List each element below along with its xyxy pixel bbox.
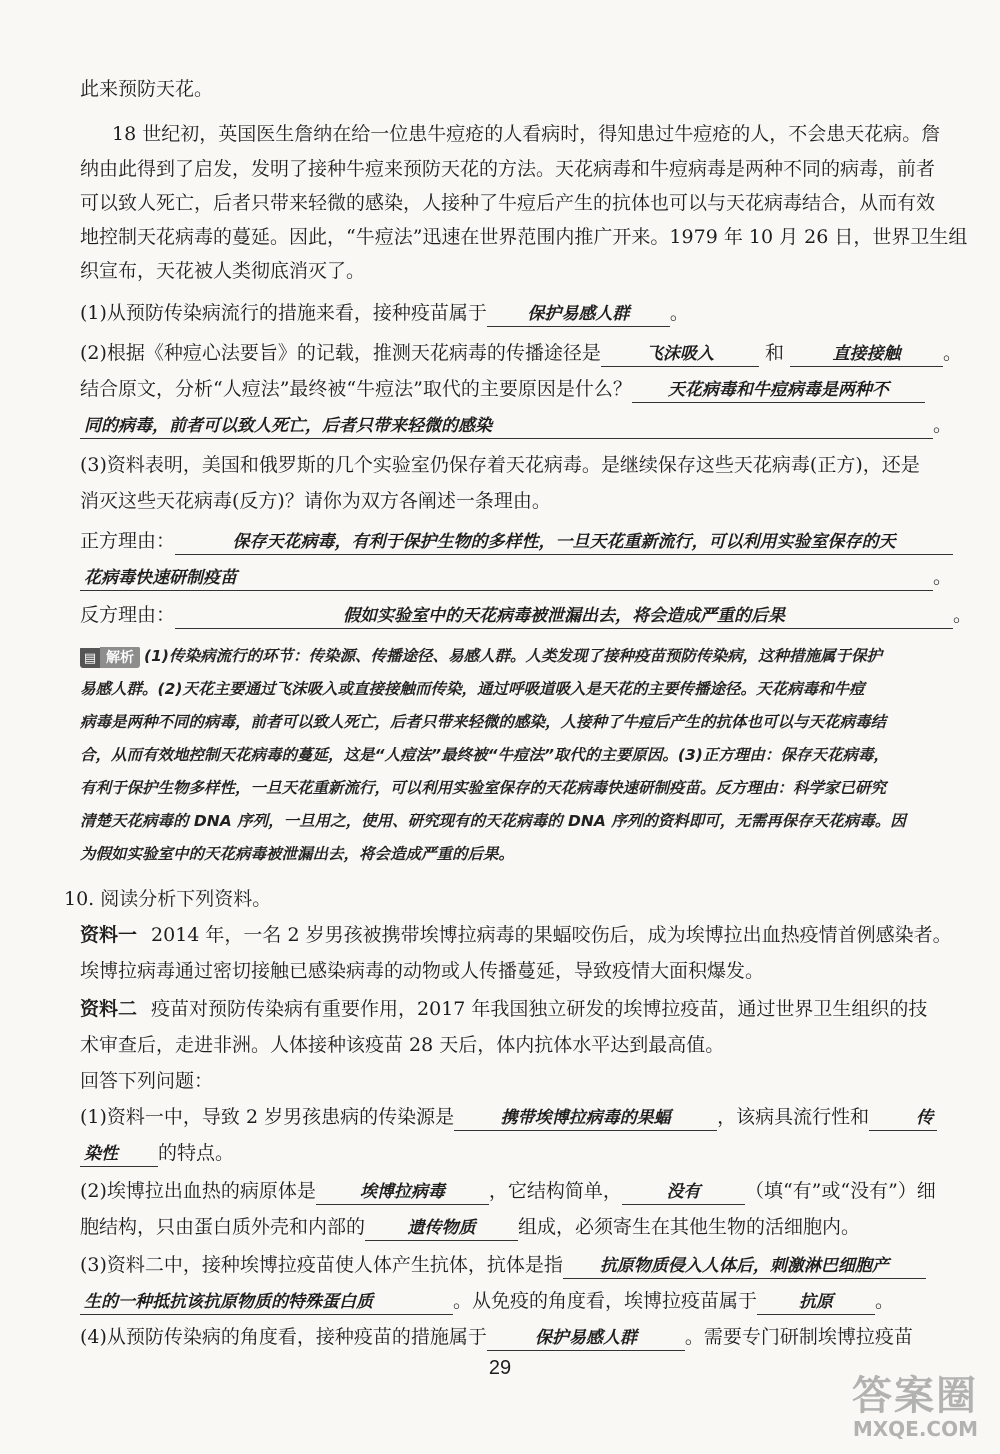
answer-blank: 染性 [80, 1142, 158, 1167]
answer-blank: 天花病毒和牛痘病毒是两种不 [632, 378, 925, 403]
question-9-2 [80, 338, 963, 368]
question-10-1 [80, 1102, 950, 1132]
analysis-block [80, 640, 950, 871]
text-line: 消灭这些天花病毒(反方)？请你为双方各阐述一条理由。 [80, 490, 551, 512]
answer-blank: 没有 [622, 1180, 745, 1205]
analysis-line: 易感人群。(2)天花主要通过飞沫吸入或直接接触而传染，通过呼吸道吸入是天花的主要传播途径。天花病毒和牛痘 [80, 680, 865, 698]
answer-blank: 保存天花病毒，有利于保护生物的多样性，一旦天花重新流行，可以利用实验室保存的天 [175, 530, 953, 555]
answer-blank: 飞沫吸入 [601, 342, 759, 367]
answer-blank: 直接接触 [790, 342, 943, 367]
question-10-1-cont [80, 1138, 950, 1168]
question-text: 。需要专门研制埃博拉疫苗 [684, 1326, 913, 1348]
question-text: 的特点。 [158, 1142, 235, 1164]
con-reason [80, 600, 973, 630]
watermark-logo: 答案圈 MXQE.COM [852, 1373, 978, 1441]
answer-prompt: 回答下列问题： [80, 1070, 214, 1092]
analysis-badge: ▤ 解析 [80, 646, 140, 668]
punctuation: 。 [933, 566, 953, 588]
question-text: (2)根据《种痘心法要旨》的记载，推测天花病毒的传播途径是 [80, 342, 601, 364]
con-label: 反方理由： [80, 604, 176, 626]
answer-blank: 抗原物质侵入人体后，刺激淋巴细胞产 [563, 1254, 926, 1279]
punctuation: 。 [943, 342, 963, 364]
question-text: ，它结构简单， [488, 1180, 622, 1202]
material-1: 资料一 2014 年，一名 2 岁男孩被携带埃博拉病毒的果蝠咬伤后，成为埃博拉出血热疫情首例感染者。 [80, 924, 952, 946]
question-9-2b-cont [80, 410, 953, 440]
analysis-line: 清楚天花病毒的 DNA 序列，一旦用之，使用、研究现有的天花病毒的 DNA 序列的资料即可，无需再保存天花病毒。因 [80, 812, 906, 830]
question-text: (3)资料二中，接种埃博拉疫苗使人体产生抗体，抗体是指 [80, 1254, 563, 1276]
question-text: (2)埃博拉出血热的病原体是 [80, 1180, 316, 1202]
punctuation: 。 [669, 302, 689, 324]
analysis-line: 为假如实验室中的天花病毒被泄漏出去，将会造成严重的后果。 [80, 845, 515, 863]
question-text: 和 [764, 342, 784, 364]
question-text: (4)从预防传染病的角度看，接种疫苗的措施属于 [80, 1326, 487, 1348]
question-10-2 [80, 1176, 950, 1206]
pro-label: 正方理由： [80, 530, 176, 552]
answer-blank: 抗原 [757, 1290, 875, 1315]
answer-blank: 同的病毒，前者可以致人死亡，后者只带来轻微的感染 [80, 414, 933, 439]
answer-blank: 生的一种抵抗该抗原物质的特殊蛋白质 [80, 1290, 453, 1315]
analysis-line: ▤ 解析 (1)传染病流行的环节：传染源、传播途径、易感人群。人类发现了接种疫苗预防传染病，这种措施属于保护 [80, 640, 950, 673]
answer-blank: 埃博拉病毒 [316, 1180, 489, 1205]
text-line: 可以致人死亡，后者只带来轻微的感染，人接种了牛痘后产生的抗体也可以与天花病毒结合，从而有效 [80, 192, 936, 214]
question-10-4 [80, 1322, 950, 1352]
page-number: 29 [488, 1357, 512, 1379]
text-line: (3)资料表明，美国和俄罗斯的几个实验室仍保存着天花病毒。是继续保存这些天花病毒(正方)，还是 [80, 454, 920, 476]
question-text: 组成，必须寄生在其他生物的活细胞内。 [518, 1216, 861, 1238]
question-9-2b [80, 374, 950, 404]
text-line: 织宣布，天花被人类彻底消灭了。 [80, 260, 366, 282]
answer-blank: 保护易感人群 [487, 1326, 685, 1351]
question-9-1 [80, 298, 950, 328]
text-line: 此来预防天花。 [80, 78, 214, 100]
answer-blank: 传 [869, 1106, 937, 1131]
answer-blank: 遗传物质 [365, 1216, 518, 1241]
pro-reason-cont [80, 562, 953, 592]
answer-blank: 保护易感人群 [487, 302, 670, 327]
text-line: 地控制天花病毒的蔓延。因此，“牛痘法”迅速在世界范围内推广开来。1979 年 10 月 26 日，世界卫生组 [80, 226, 968, 248]
text-line: 埃博拉病毒通过密切接触已感染病毒的动物或人传播蔓延，导致疫情大面积爆发。 [80, 960, 765, 982]
pro-reason [80, 526, 950, 556]
text-line: 18 世纪初，英国医生詹纳在给一位患牛痘疮的人看病时，得知患过牛痘疮的人，不会患天花病。詹 [112, 123, 941, 145]
material-label: 资料二 [80, 998, 138, 1020]
question-10-2-cont [80, 1212, 950, 1242]
material-2: 资料二 疫苗对预防传染病有重要作用，2017 年我国独立研发的埃博拉疫苗，通过世界卫生组织的技 [80, 998, 928, 1020]
question-text: （填“有”或“没有”）细 [744, 1180, 936, 1202]
question-text: ，该病具流行性和 [717, 1106, 870, 1128]
question-text: 结合原文，分析“人痘法”最终被“牛痘法”取代的主要原因是什么？ [80, 378, 632, 400]
text-line: 纳由此得到了启发，发明了接种牛痘来预防天花的方法。天花病毒和牛痘病毒是两种不同的病毒，前者 [80, 158, 936, 180]
analysis-line: 合，从而有效地控制天花病毒的蔓延，这是“人痘法”最终被“牛痘法”取代的主要原因。(3)正方理由：保存天花病毒， [80, 746, 889, 764]
question-text: 胞结构，只由蛋白质外壳和内部的 [80, 1216, 366, 1238]
analysis-icon: ▤ [80, 648, 100, 668]
text-line: 术审查后，走进非洲。人体接种该疫苗 28 天后，体内抗体水平达到最高值。 [80, 1034, 725, 1056]
analysis-line: 病毒是两种不同的病毒，前者可以致人死亡，后者只带来轻微的感染，人接种了牛痘后产生的抗体也可以与天花病毒结 [80, 713, 887, 731]
question-10-3-cont [80, 1286, 950, 1316]
analysis-line: 有利于保护生物多样性，一旦天花重新流行，可以利用实验室保存的天花病毒快速研制疫苗。反方理由：科学家已研究 [80, 779, 887, 797]
question-10-title: 10. 阅读分析下列资料。 [64, 888, 272, 910]
punctuation: 。 [933, 414, 953, 436]
question-text: (1)资料一中，导致 2 岁男孩患病的传染源是 [80, 1106, 455, 1128]
punctuation: 。 [953, 604, 973, 626]
answer-blank: 携带埃博拉病毒的果蝠 [454, 1106, 717, 1131]
answer-blank: 假如实验室中的天花病毒被泄漏出去，将会造成严重的后果 [175, 604, 953, 629]
answer-blank: 花病毒快速研制疫苗 [80, 566, 933, 591]
question-10-3 [80, 1250, 950, 1280]
punctuation: 。 [875, 1290, 895, 1312]
question-text: 。从免疫的角度看，埃博拉疫苗属于 [453, 1290, 758, 1312]
question-text: (1)从预防传染病流行的措施来看，接种疫苗属于 [80, 302, 487, 324]
material-label: 资料一 [80, 924, 138, 946]
